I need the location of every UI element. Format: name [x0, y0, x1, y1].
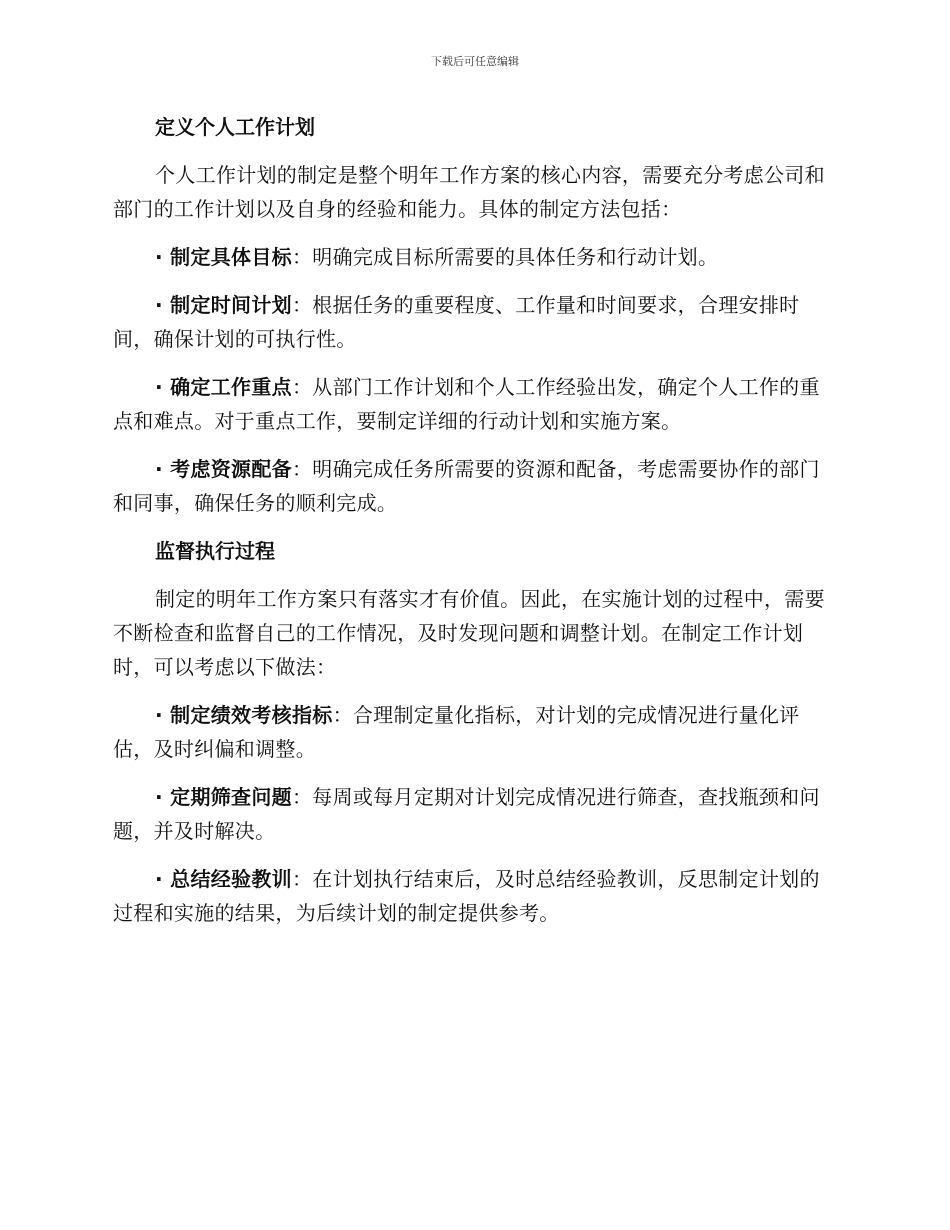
section-intro-supervision: 制定的明年工作方案只有落实才有价值。因此，在实施计划的过程中，需要不断检查和监督自己的工作情况，及时发现问题和调整计划。在制定工作计划时，可以考虑以下做法：: [113, 587, 825, 679]
document-body: [113, 110, 833, 944]
bullet-item: [113, 698, 833, 766]
bullet-item: [113, 780, 833, 848]
bullet-item: [113, 862, 833, 930]
bullet-lead: · 总结经验教训: [155, 867, 292, 891]
bullet-text: ：根据任务的重要程度、工作量和时间要求，合理安排时间，确保计划的可执行性。: [113, 293, 800, 351]
bullet-text: ：明确完成任务所需要的资源和配备，考虑需要协作的部门和同事，确保任务的顺利完成。: [113, 457, 820, 515]
section-heading-personal-plan: 定义个人工作计划: [155, 115, 315, 139]
bullet-lead: · 定期筛查问题: [155, 785, 292, 809]
bullet-item: [113, 370, 833, 438]
section-heading-supervision: 监督执行过程: [155, 539, 275, 563]
bullet-item: [113, 288, 833, 356]
bullet-lead: · 确定工作重点: [155, 375, 292, 399]
page-header: 下载后可任意编辑: [431, 55, 519, 68]
bullet-text: ：从部门工作计划和个人工作经验出发，确定个人工作的重点和难点。对于重点工作，要制定详细的行动计划和实施方案。: [113, 375, 820, 433]
bullet-lead: · 制定时间计划: [155, 293, 292, 317]
bullet-lead: · 制定绩效考核指标: [155, 703, 333, 727]
bullet-text: ：在计划执行结束后，及时总结经验教训，反思制定计划的过程和实施的结果，为后续计划的制定提供参考。: [113, 867, 820, 925]
bullet-text: ：合理制定量化指标，对计划的完成情况进行量化评估，及时纠偏和调整。: [113, 703, 800, 761]
bullet-lead: · 制定具体目标: [155, 245, 292, 269]
bullet-text: ：每周或每月定期对计划完成情况进行筛查，查找瓶颈和问题，并及时解决。: [113, 785, 820, 843]
bullet-item: [113, 452, 833, 520]
bullet-text: ：明确完成目标所需要的具体任务和行动计划。: [291, 245, 719, 269]
section-intro-personal-plan: 个人工作计划的制定是整个明年工作方案的核心内容，需要充分考虑公司和部门的工作计划以及自身的经验和能力。具体的制定方法包括：: [113, 163, 825, 221]
bullet-lead: · 考虑资源配备: [155, 457, 292, 481]
bullet-item: [113, 240, 833, 274]
